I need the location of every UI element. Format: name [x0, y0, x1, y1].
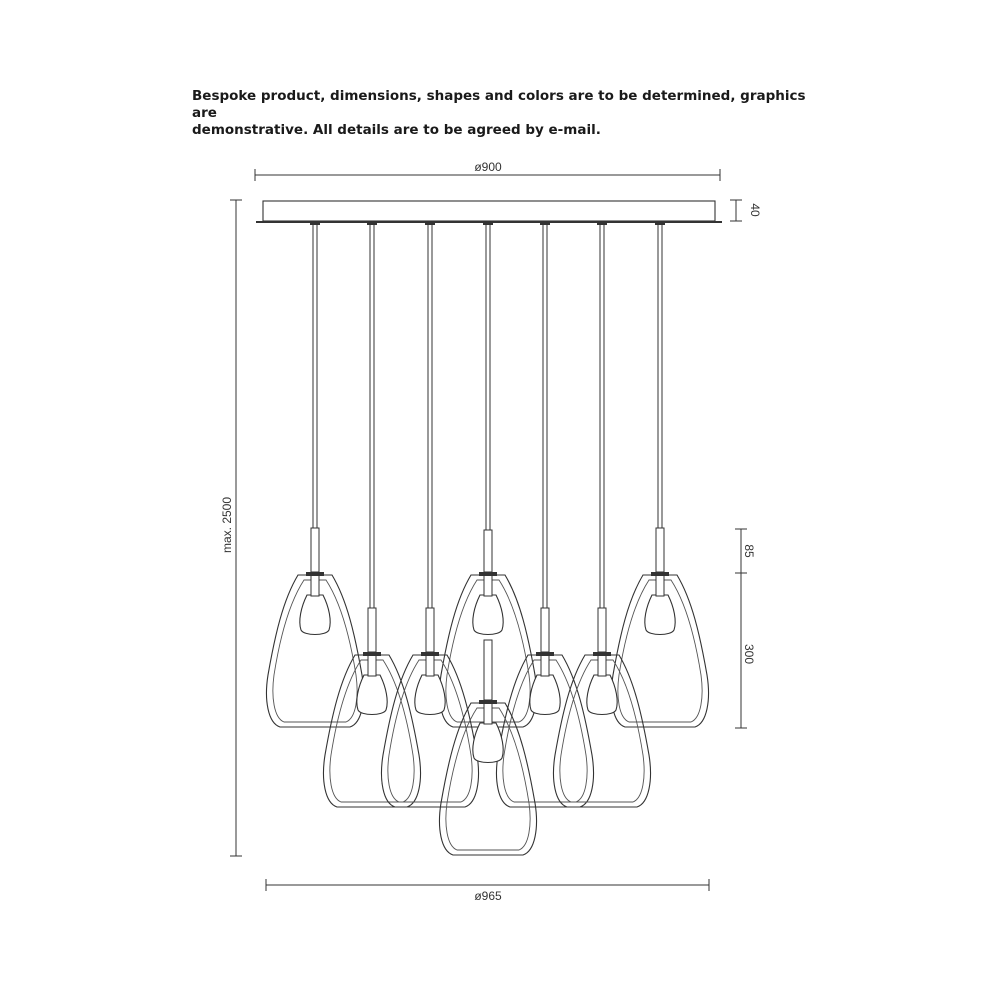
disclaimer-line-1: Bespoke product, dimensions, shapes and colors are to be determined, graphics are — [192, 88, 806, 121]
dimension-canopy-diameter-label: ø900 — [474, 160, 502, 174]
dimension-socket-height-label: 85 — [742, 544, 756, 558]
pendant-lamp-5 — [497, 652, 594, 807]
dimension-canopy-height — [730, 200, 742, 221]
pendant-lamp-6 — [554, 652, 651, 807]
pendant-lamp-8 — [440, 700, 537, 855]
disclaimer-line-2: demonstrative. All details are to be agreed by e-mail. — [192, 122, 601, 138]
dimension-canopy-height-label: 40 — [748, 203, 762, 217]
dimension-overall-diameter-label: ø965 — [474, 889, 502, 903]
pendant-lamp-1 — [267, 572, 364, 727]
canopy — [263, 201, 715, 221]
pendant-lamp-7 — [612, 572, 709, 727]
pendant-lamp-4 — [382, 652, 479, 807]
pendant-lamp-2 — [324, 652, 421, 807]
dimension-overall-height-label: max. 2500 — [220, 496, 234, 554]
dimension-shade-height-label: 300 — [742, 643, 756, 665]
